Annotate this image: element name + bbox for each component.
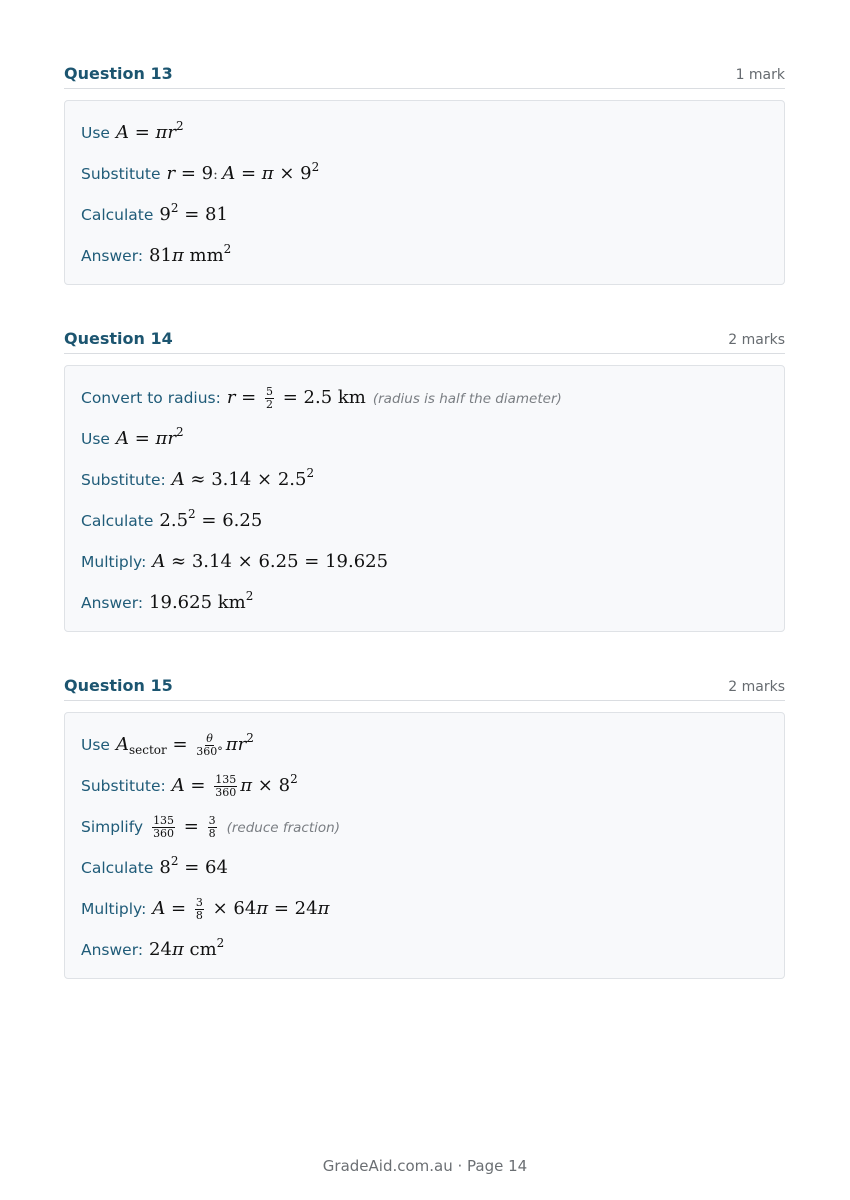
- step-math: $A \approx 3.14 \times 2.5^2$: [171, 466, 315, 490]
- step-label: Use: [81, 430, 110, 448]
- question-marks: 2 marks: [728, 332, 785, 348]
- question-title: Question 15: [64, 676, 173, 695]
- solution-step: [81, 112, 768, 153]
- solution-step: [81, 459, 768, 500]
- solution-step: [81, 541, 768, 582]
- question-13: [64, 64, 785, 285]
- step-math: $A = \pi r^2$: [115, 425, 184, 449]
- step-math: $2.5^2 = 6.25$: [159, 507, 263, 531]
- solution-step: [81, 377, 768, 418]
- solution-step: [81, 847, 768, 888]
- step-label: Use: [81, 736, 110, 754]
- question-marks: 2 marks: [728, 679, 785, 695]
- step-label: Use: [81, 124, 110, 142]
- step-math: A = $\frac{135}{360}$ $\pi \times 8^2$: [171, 772, 298, 799]
- solution-step: [81, 765, 768, 806]
- question-header: [64, 329, 785, 354]
- step-math: r = $\frac{5}{2}$ = 2.5 km: [226, 384, 366, 411]
- solution-step: [81, 194, 768, 235]
- question-15: [64, 676, 785, 979]
- step-label: Answer:: [81, 941, 144, 959]
- step-math: $8^2 = 64$: [159, 854, 228, 878]
- step-math: A ≈ 3.14 × 6.25 = 19.625: [152, 551, 389, 572]
- step-label: Calculate: [81, 512, 154, 530]
- step-label: Multiply:: [81, 900, 147, 918]
- question-title: Question 13: [64, 64, 173, 83]
- solution-step: [81, 418, 768, 459]
- step-math: r = 9: $A = \pi \times 9^2$: [166, 160, 320, 184]
- solution-step: [81, 153, 768, 194]
- solution-step: [81, 500, 768, 541]
- step-note: (radius is half the diameter): [372, 391, 562, 407]
- page-footer: GradeAid.com.au · Page 14: [322, 1157, 528, 1175]
- step-label: Substitute: [81, 165, 161, 183]
- question-14: [64, 329, 785, 632]
- answer-math: 81π $mm^2$: [149, 242, 232, 266]
- solution-step: [81, 235, 768, 276]
- solution-step: [81, 929, 768, 970]
- step-math: A = $\frac{3}{8}$ × 64π = 24π: [152, 895, 330, 922]
- question-header: [64, 64, 785, 89]
- step-label: Simplify: [81, 818, 144, 836]
- answer-math: 19.625 $km^2$: [149, 589, 254, 613]
- solution-box: [64, 365, 785, 632]
- step-math: $A = \pi r^2$: [115, 119, 184, 143]
- solution-step: [81, 806, 768, 847]
- solution-step: [81, 582, 768, 623]
- step-label: Answer:: [81, 247, 144, 265]
- step-note: (reduce fraction): [226, 820, 340, 836]
- step-math: $9^2 = 81$: [159, 201, 228, 225]
- step-label: Answer:: [81, 594, 144, 612]
- solution-step: [81, 888, 768, 929]
- question-title: Question 14: [64, 329, 173, 348]
- question-header: [64, 676, 785, 701]
- answer-math: 24π $cm^2$: [149, 936, 225, 960]
- question-marks: 1 mark: [735, 67, 785, 83]
- solution-box: [64, 712, 785, 979]
- step-math: $\frac{135}{360}$ = $\frac{3}{8}$: [153, 813, 216, 840]
- step-math: $A_{sector}$ = $\frac{\theta}{360^\circ}$ $\pi r^2$: [115, 731, 254, 758]
- step-label: Multiply:: [81, 553, 147, 571]
- step-label: Substitute:: [81, 777, 166, 795]
- solution-box: [64, 100, 785, 285]
- solution-step: [81, 724, 768, 765]
- step-label: Substitute:: [81, 471, 166, 489]
- step-label: Convert to radius:: [81, 389, 221, 407]
- step-label: Calculate: [81, 859, 154, 877]
- step-label: Calculate: [81, 206, 154, 224]
